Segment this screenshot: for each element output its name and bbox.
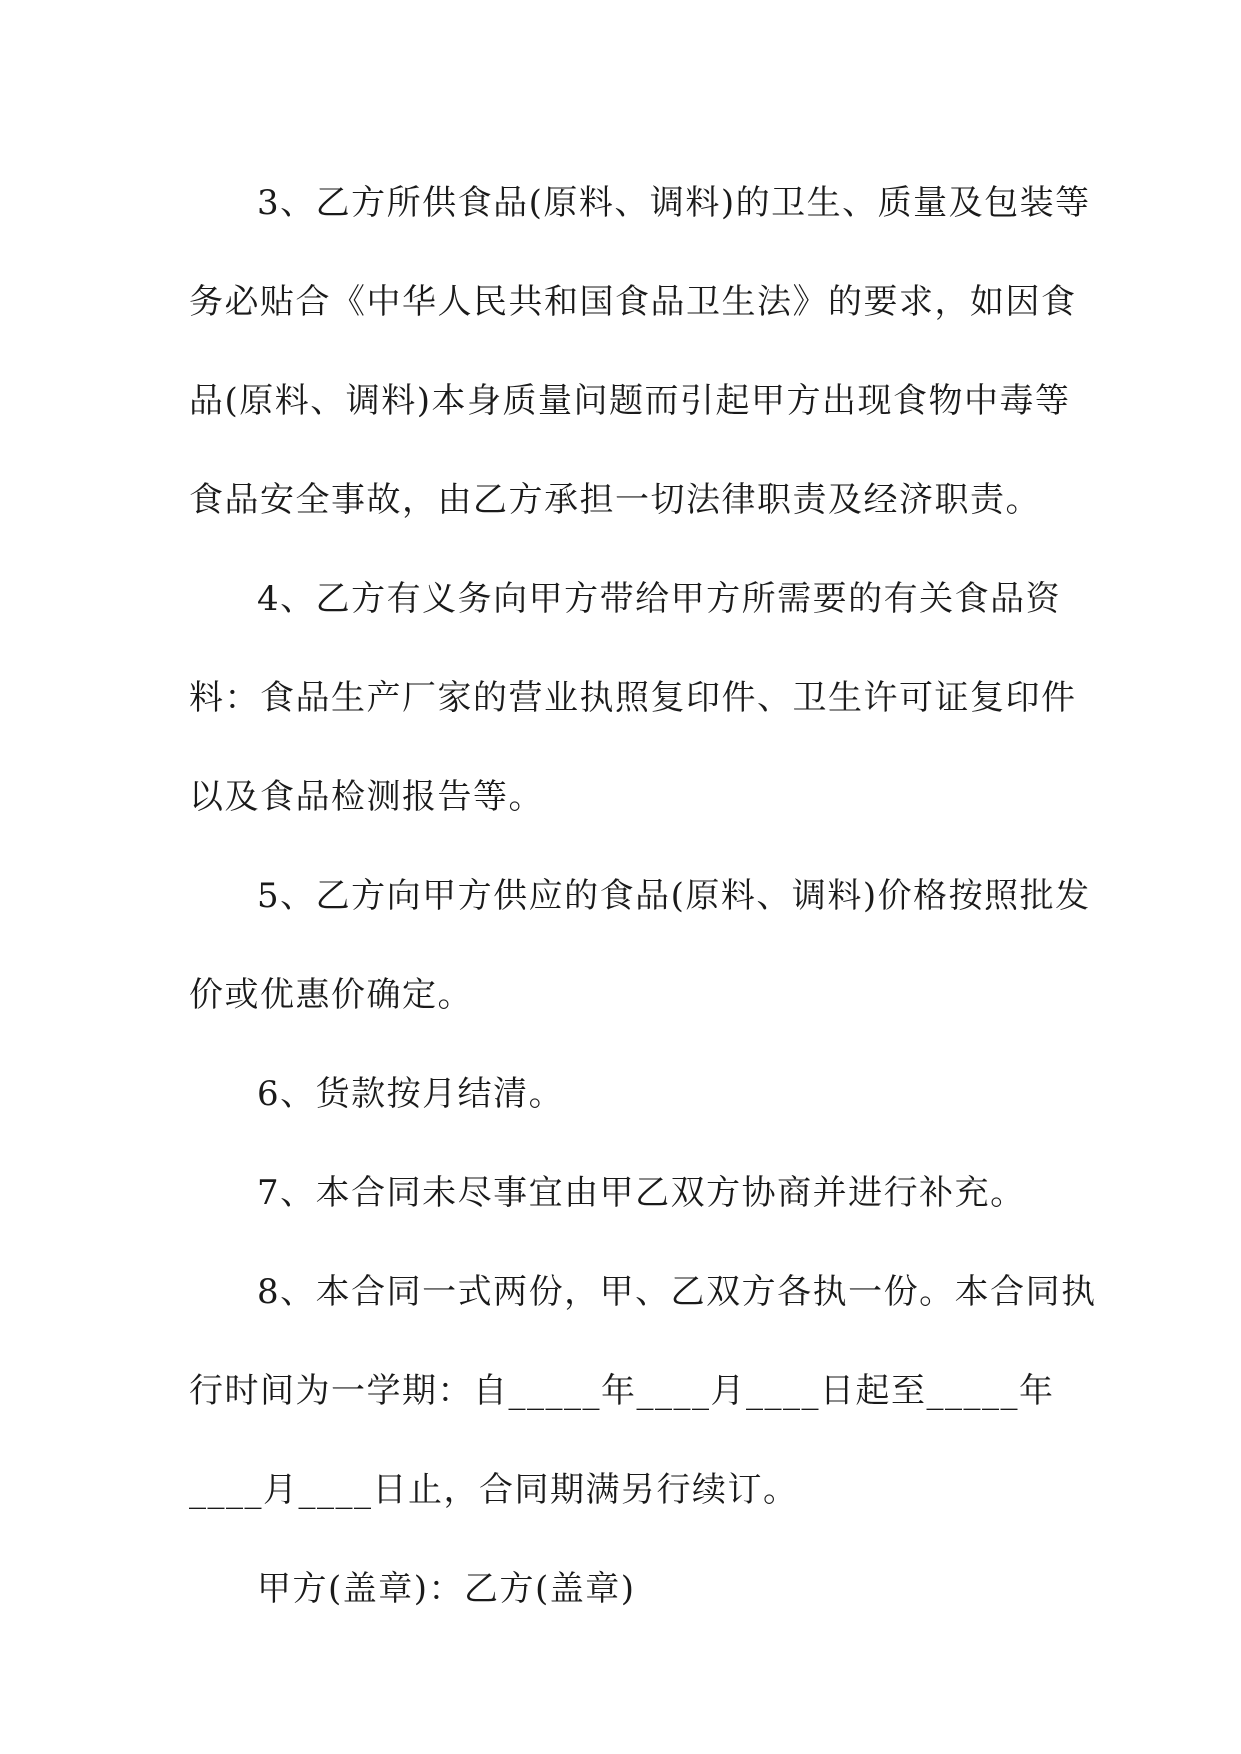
clause-4-line-2: 料：食品生产厂家的营业执照复印件、卫生许可证复印件 (189, 678, 1077, 718)
clause-7: 7、本合同未尽事宜由甲乙双方协商并进行补充。 (257, 1173, 1026, 1213)
signature-line: 甲方(盖章)：乙方(盖章) (257, 1569, 636, 1609)
clause-4-line-1: 4、乙方有义务向甲方带给甲方所需要的有关食品资 (257, 579, 1062, 619)
clause-5-line-1: 5、乙方向甲方供应的食品(原料、调料)价格按照批发 (257, 876, 1091, 916)
clause-3-line-2: 务必贴合《中华人民共和国食品卫生法》的要求，如因食 (189, 282, 1077, 322)
clause-3-line-1: 3、乙方所供食品(原料、调料)的卫生、质量及包装等 (257, 183, 1091, 223)
clause-3-line-3: 品(原料、调料)本身质量问题而引起甲方出现食物中毒等 (189, 381, 1071, 421)
clause-3-line-4: 食品安全事故，由乙方承担一切法律职责及经济职责。 (189, 480, 1041, 520)
clause-4-line-3: 以及食品检测报告等。 (189, 777, 544, 817)
clause-8-line-1: 8、本合同一式两份，甲、乙双方各执一份。本合同执 (257, 1272, 1097, 1312)
clause-8-line-3: ____月____日止，合同期满另行续订。 (189, 1470, 799, 1510)
clause-5-line-2: 价或优惠价确定。 (189, 975, 473, 1015)
clause-8-line-2: 行时间为一学期：自_____年____月____日起至_____年 (189, 1371, 1055, 1411)
document-body (189, 170, 1097, 1655)
clause-6: 6、货款按月结清。 (257, 1074, 565, 1114)
